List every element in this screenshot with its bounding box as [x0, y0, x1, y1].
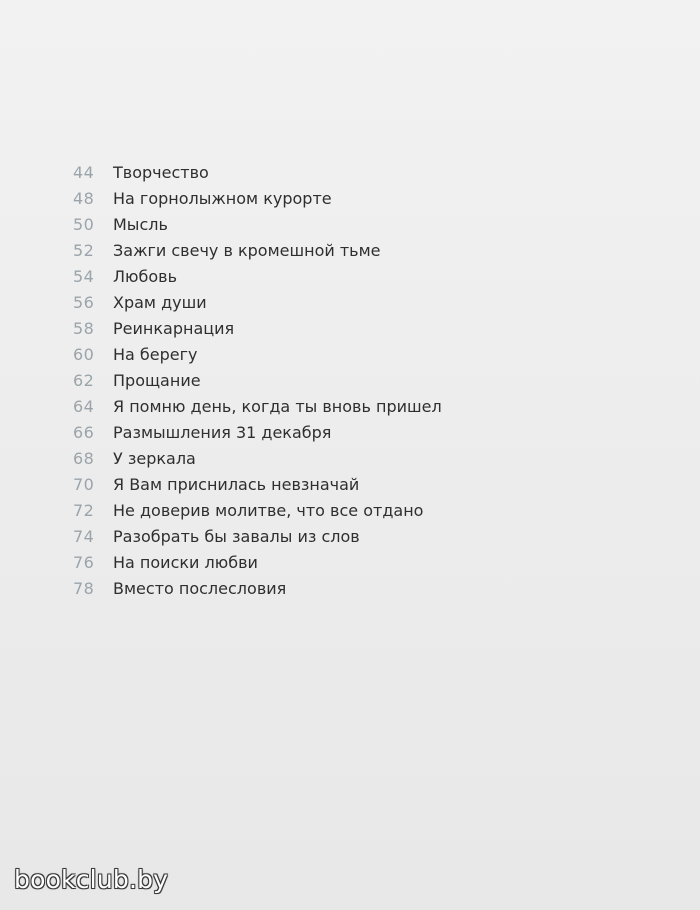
toc-page-number: 68 [73, 449, 95, 468]
toc-page-number: 78 [73, 579, 95, 598]
toc-entry-title: Мысль [113, 215, 168, 234]
toc-entry-title: Храм души [113, 293, 207, 312]
toc-entry [73, 186, 442, 212]
toc-entry [73, 238, 442, 264]
toc-page-number: 48 [73, 189, 95, 208]
toc-page-number: 52 [73, 241, 95, 260]
toc-page-number: 70 [73, 475, 95, 494]
toc-entry-title: Реинкарнация [113, 319, 235, 338]
toc-entry [73, 160, 442, 186]
toc-entry-title: У зеркала [113, 449, 196, 468]
toc-entry-title: Творчество [113, 163, 209, 182]
toc-entry [73, 394, 442, 420]
toc-entry-title: На горнолыжном курорте [113, 189, 332, 208]
toc-page-number: 76 [73, 553, 95, 572]
toc-entry [73, 446, 442, 472]
toc-page-number: 56 [73, 293, 95, 312]
toc-page-number: 66 [73, 423, 95, 442]
toc-page-number: 74 [73, 527, 95, 546]
toc-entry [73, 420, 442, 446]
toc-entry-title: Я Вам приснилась невзначай [113, 475, 360, 494]
toc-entry-title: Размышления 31 декабря [113, 423, 332, 442]
toc-entry [73, 576, 442, 602]
toc-page-number: 60 [73, 345, 95, 364]
toc-entry [73, 368, 442, 394]
toc-entry-title: Прощание [113, 371, 201, 390]
toc-entry [73, 524, 442, 550]
toc-entry [73, 212, 442, 238]
toc-entry-title: Разобрать бы завалы из слов [113, 527, 360, 546]
toc-entry [73, 290, 442, 316]
toc-page-number: 50 [73, 215, 95, 234]
toc-entry-title: На поиски любви [113, 553, 258, 572]
toc-page-number: 44 [73, 163, 95, 182]
toc-entry-title: Зажги свечу в кромешной тьме [113, 241, 381, 260]
toc-entry [73, 264, 442, 290]
toc-page-number: 64 [73, 397, 95, 416]
toc-page-number: 58 [73, 319, 95, 338]
table-of-contents [73, 160, 442, 602]
toc-entry-title: Я помню день, когда ты вновь пришел [113, 397, 442, 416]
toc-entry-title: Любовь [113, 267, 178, 286]
toc-page-number: 62 [73, 371, 95, 390]
toc-entry-title: Вместо послесловия [113, 579, 287, 598]
toc-page-number: 72 [73, 501, 95, 520]
toc-page-number: 54 [73, 267, 95, 286]
toc-entry [73, 498, 442, 524]
toc-entry [73, 472, 442, 498]
toc-entry-title: Не доверив молитве, что все отдано [113, 501, 424, 520]
watermark-text: bookclub.by [14, 865, 169, 894]
toc-entry-title: На берегу [113, 345, 198, 364]
toc-entry [73, 342, 442, 368]
toc-entry [73, 550, 442, 576]
toc-entry [73, 316, 442, 342]
